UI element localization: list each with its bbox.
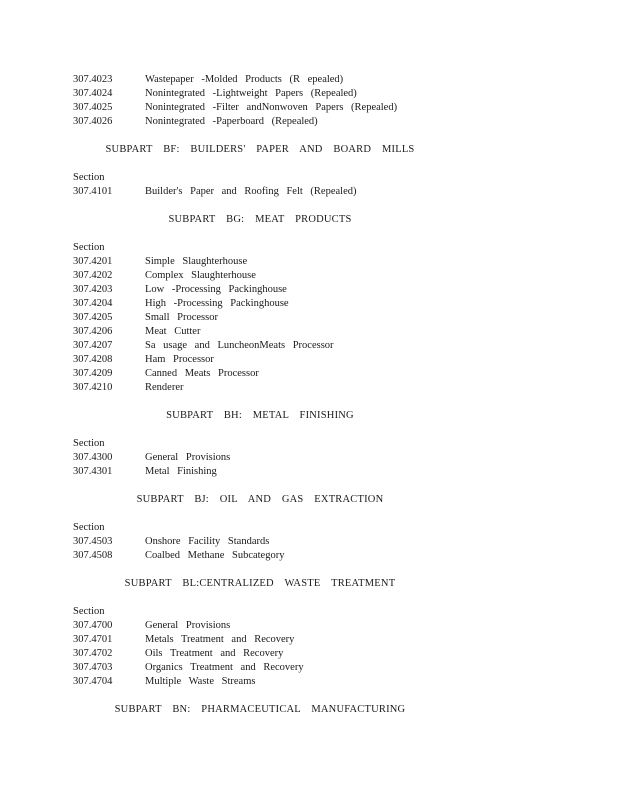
subpart-heading: SUBPART BJ: OIL AND GAS EXTRACTION <box>136 494 384 505</box>
section-number: 307.4202 <box>73 270 113 281</box>
section-number: 307.4508 <box>73 550 113 561</box>
section-title: Nonintegrated -Filter andNonwoven Papers (Repealed) <box>145 102 398 113</box>
section-title: Wastepaper -Molded Products (R epealed) <box>145 74 344 85</box>
section-number: 307.4205 <box>73 312 113 323</box>
subpart-heading: SUBPART BL:CENTRALIZED WASTE TREATMENT <box>124 578 396 589</box>
section-number: 307.4023 <box>73 74 113 85</box>
section-title: High -Processing Packinghouse <box>145 298 289 309</box>
section-number: 307.4702 <box>73 648 113 659</box>
section-number: 307.4209 <box>73 368 113 379</box>
section-title: Builder's Paper and Roofing Felt (Repealed) <box>145 186 357 197</box>
section-title: Small Processor <box>145 312 218 323</box>
section-title: Renderer <box>145 382 184 393</box>
section-title: Metal Finishing <box>145 466 217 477</box>
subpart-heading: SUBPART BG: MEAT PRODUCTS <box>168 214 352 225</box>
section-title: Meat Cutter <box>145 326 201 337</box>
section-number: 307.4025 <box>73 102 113 113</box>
section-label: Section <box>73 438 105 449</box>
section-title: Sa usage and LuncheonMeats Processor <box>145 340 334 351</box>
section-number: 307.4703 <box>73 662 113 673</box>
section-title: Onshore Facility Standards <box>145 536 270 547</box>
section-title: Oils Treatment and Recovery <box>145 648 284 659</box>
section-title: Simple Slaughterhouse <box>145 256 248 267</box>
section-label: Section <box>73 172 105 183</box>
section-number: 307.4503 <box>73 536 113 547</box>
section-title: Multiple Waste Streams <box>145 676 256 687</box>
section-number: 307.4208 <box>73 354 113 365</box>
section-title: Metals Treatment and Recovery <box>145 634 295 645</box>
section-title: Nonintegrated -Lightweight Papers (Repealed) <box>145 88 357 99</box>
section-title: Ham Processor <box>145 354 214 365</box>
section-label: Section <box>73 606 105 617</box>
section-number: 307.4203 <box>73 284 113 295</box>
section-label: Section <box>73 522 105 533</box>
section-label: Section <box>73 242 105 253</box>
section-title: Low -Processing Packinghouse <box>145 284 287 295</box>
section-number: 307.4207 <box>73 340 113 351</box>
section-number: 307.4204 <box>73 298 113 309</box>
section-title: General Provisions <box>145 620 231 631</box>
section-number: 307.4026 <box>73 116 113 127</box>
section-number: 307.4700 <box>73 620 113 631</box>
section-number: 307.4101 <box>73 186 113 197</box>
section-number: 307.4701 <box>73 634 113 645</box>
subpart-heading: SUBPART BH: METAL FINISHING <box>166 410 354 421</box>
section-title: Complex Slaughterhouse <box>145 270 256 281</box>
section-number: 307.4024 <box>73 88 113 99</box>
section-number: 307.4704 <box>73 676 113 687</box>
section-title: Canned Meats Processor <box>145 368 259 379</box>
subpart-heading: SUBPART BF: BUILDERS' PAPER AND BOARD MILLS <box>105 144 415 155</box>
section-number: 307.4201 <box>73 256 113 267</box>
subpart-heading: SUBPART BN: PHARMACEUTICAL MANUFACTURING <box>114 704 406 715</box>
section-number: 307.4300 <box>73 452 113 463</box>
section-number: 307.4210 <box>73 382 113 393</box>
section-title: Organics Treatment and Recovery <box>145 662 304 673</box>
section-number: 307.4301 <box>73 466 113 477</box>
section-title: Coalbed Methane Subcategory <box>145 550 285 561</box>
section-number: 307.4206 <box>73 326 113 337</box>
section-title: Nonintegrated -Paperboard (Repealed) <box>145 116 318 127</box>
section-title: General Provisions <box>145 452 231 463</box>
